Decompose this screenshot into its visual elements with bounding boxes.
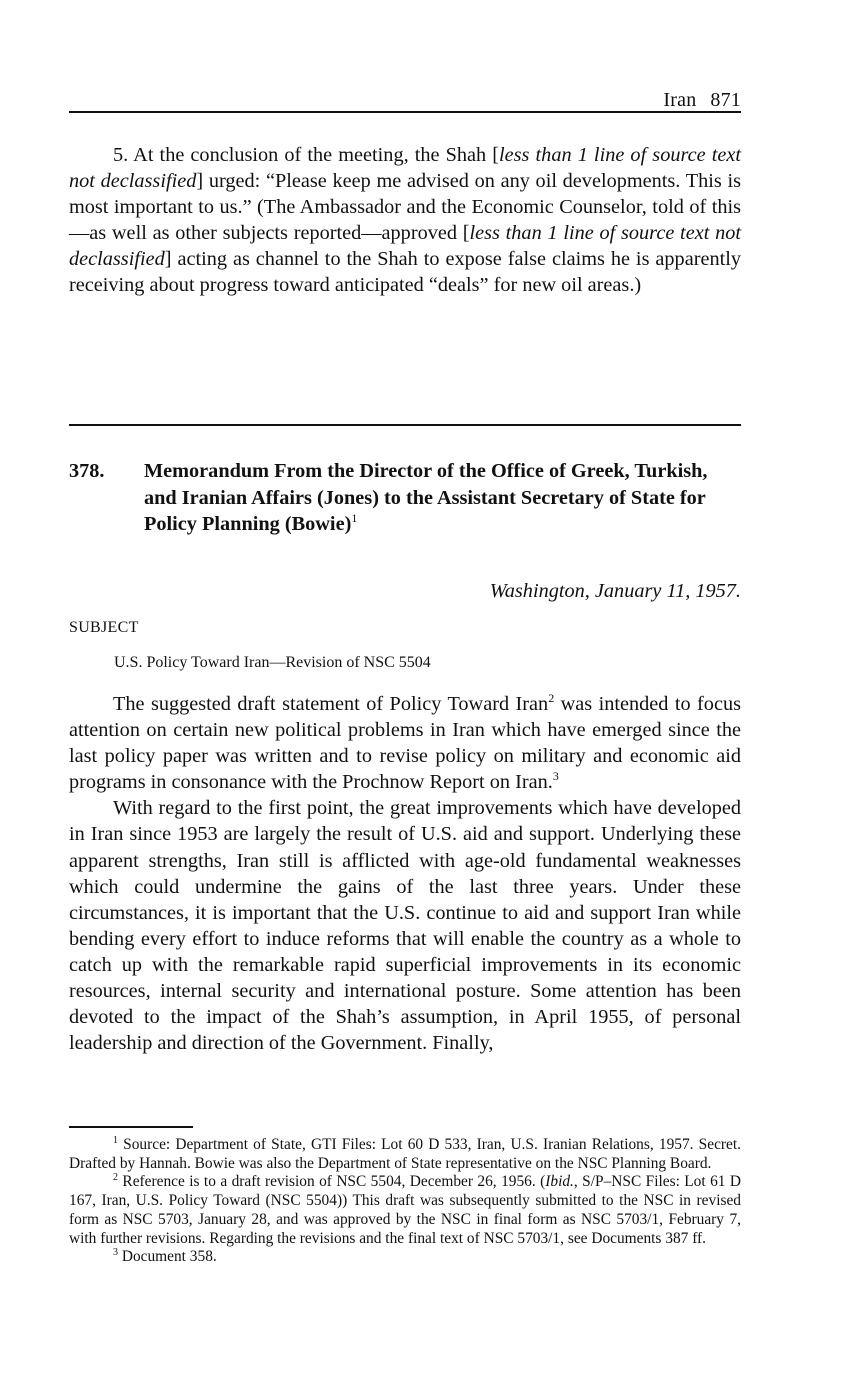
document-title-text: Memorandum From the Director of the Office of Greek, Turkish, and Iranian Affairs (Jones) to the Assistant Secretary of State for Policy Planning (Bowie) [144,460,708,535]
paragraph-5 [69,142,741,299]
header-rule [69,111,741,113]
document-title [144,458,741,538]
footnote-3 [69,1248,741,1267]
footnotes [69,1136,741,1267]
memo-body [69,691,741,1056]
footnote-mark: 1 [113,1134,118,1146]
footnote-2 [69,1173,741,1248]
memo-paragraph-1 [69,691,741,795]
footnote-ref: 1 [351,511,358,526]
text-run: ] urged: “Please keep me advised on any oil developments. This is most important to us.” (The Ambassador and the Economic Counselor, told of this—as well as other subjects reported—approved [ [69,170,741,245]
footnote-ref: 3 [552,769,559,784]
page-number: 871 [710,89,741,111]
text-run: The suggested draft statement of Policy Toward Iran [113,693,549,715]
running-head-title: Iran [663,89,697,111]
text-run: ] acting as channel to the Shah to expose false claims he is apparently receiving about progress toward anticipated “deals” for new oil areas.) [69,248,741,297]
footnote-mark: 2 [113,1172,118,1184]
dateline: Washington, January 11, 1957. [489,580,741,602]
section-divider [69,424,741,426]
running-head [69,86,741,114]
editorial-note: less than 1 line of source text not declassified [69,144,741,193]
footnote-text: Reference is to a draft revision of NSC 5504, December 26, 1956. ( [118,1173,546,1191]
memo-paragraph-2: With regard to the first point, the great improvements which have developed in Iran since 1953 are largely the result of U.S. aid and support. Underlying these apparent strengths, Iran still is afflicted with age-old fundamental weaknesses which could undermine the gains of the last three years. Under these circumstances, it is important that the U.S. continue to aid and support Iran while bending every effort to induce reforms that will enable the country as a whole to catch up with the remarkable rapid superficial improvements in its economic resources, internal security and international posture. Some attention has been devoted to the impact of the Shah’s assumption, in April 1955, of personal leadership and direction of the Government. Finally, [69,797,741,1055]
footnote-rule [69,1126,193,1128]
subject-label: SUBJECT [69,619,139,636]
footnote-text: , S/P–NSC Files: Lot 61 D 167, Iran, U.S. Policy Toward (NSC 5504)) This draft was subsequently submitted to the NSC in revised form as NSC 5703, January 28, and was approved by the NSC in final form as NSC 5703/1, February 7, with further revisions. Regarding the revisions and the final text of NSC 5703/1, see Documents 387 ff. [69,1173,742,1247]
footnote-text: Source: Department of State, GTI Files: Lot 60 D 533, Iran, U.S. Iranian Relations, 1957. Secret. Drafted by Hannah. Bowie was also the Department of State representative on the NSC Planning Board. [69,1136,741,1172]
text-run: 5. At the conclusion of the meeting, the Shah [ [113,144,500,166]
subject-text: U.S. Policy Toward Iran—Revision of NSC 5504 [114,654,431,671]
editorial-note: less than 1 line of source text not declassified [69,222,741,271]
footnote-ref: 2 [548,691,555,706]
footnote-mark: 3 [113,1247,118,1259]
footnote-1 [69,1136,741,1173]
text-run: was intended to focus attention on certain new political problems in Iran which have emerged since the last policy paper was written and to revise policy on military and economic aid programs in consonance with the Prochnow Report on Iran. [69,693,741,794]
footnote-ibid: Ibid. [545,1173,574,1191]
footnote-text: Document 358. [118,1248,217,1266]
document-number: 378. [69,460,105,482]
